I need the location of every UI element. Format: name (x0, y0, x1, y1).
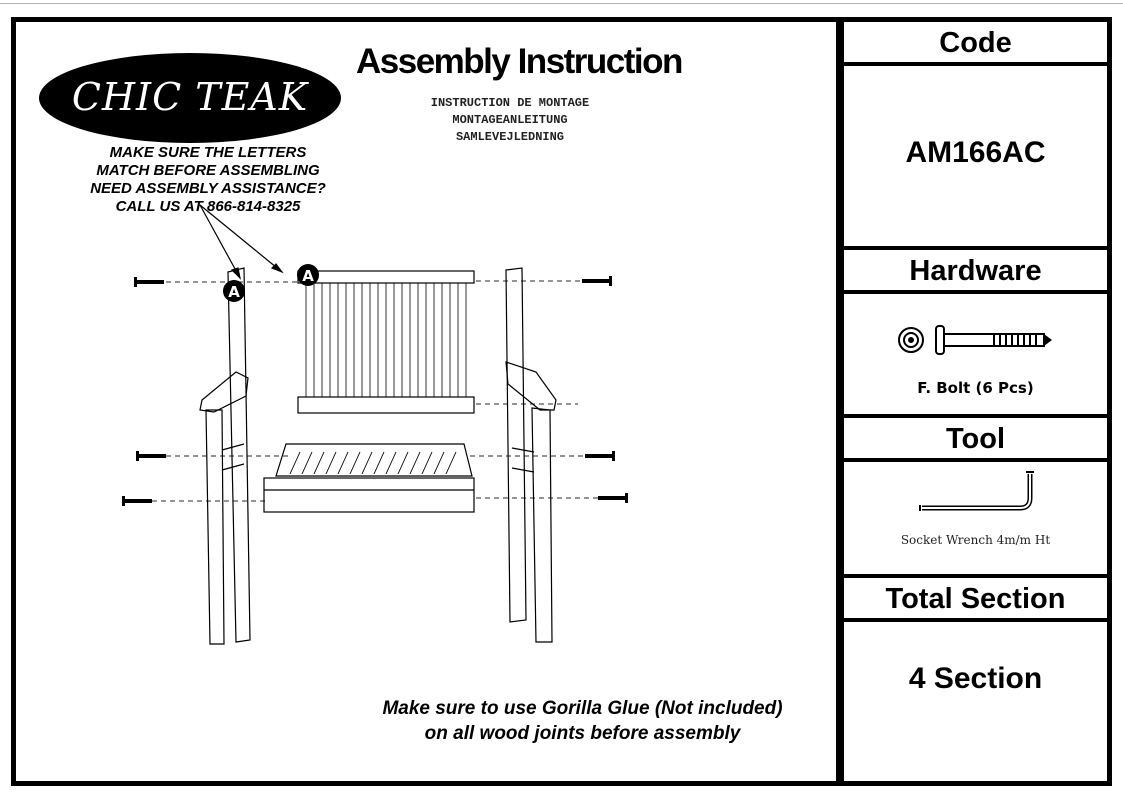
hardware-header: Hardware (909, 255, 1042, 287)
total-section-value: 4 Section (908, 662, 1043, 695)
hardware-cell (844, 294, 1107, 414)
product-code: AM166AC (905, 136, 1046, 169)
seat (264, 444, 474, 512)
bolt-washer-icon (844, 294, 1107, 364)
pointer-arrows (200, 205, 282, 278)
marker-a-label: A (228, 283, 240, 301)
glue-note-line1: Make sure to use Gorilla Glue (Not included) (382, 698, 783, 719)
notice-phone: CALL US AT 866-814-8325 (115, 198, 301, 215)
panel-divider (836, 17, 844, 786)
backrest (298, 271, 474, 413)
glue-note-line2: on all wood joints before assembly (424, 723, 741, 744)
tool-header-cell (844, 418, 1107, 460)
page-title: Assembly Instruction (356, 42, 682, 81)
hardware-header-cell (844, 250, 1107, 292)
tool-item: Socket Wrench 4m/m Ht (900, 533, 1051, 547)
subtitle-fr: INSTRUCTION DE MONTAGE (430, 96, 590, 110)
marker-a-label: A (302, 267, 314, 285)
right-side-frame (506, 268, 556, 642)
total-section-header: Total Section (885, 583, 1066, 615)
tool-cell (844, 462, 1107, 574)
marker-a-right (297, 264, 319, 286)
top-rule (0, 3, 1123, 4)
hardware-item: F. Bolt (6 Pcs) (917, 379, 1034, 397)
chair-exploded-diagram (100, 180, 660, 670)
code-value-cell (844, 66, 1107, 246)
hex-key-icon (844, 462, 1107, 520)
code-header-cell (844, 22, 1107, 64)
code-header: Code (939, 27, 1012, 59)
subtitle-dk: SAMLEVEJLEDNING (455, 130, 565, 144)
logo-text: CHIC TEAK (71, 75, 309, 119)
marker-a-left (223, 280, 245, 302)
total-header-cell (844, 578, 1107, 620)
total-value-cell (844, 622, 1107, 782)
tool-header: Tool (945, 423, 1006, 455)
subtitle-de: MONTAGEANLEITUNG (452, 113, 568, 127)
notice-line: NEED ASSEMBLY ASSISTANCE? (90, 180, 326, 197)
chic-teak-logo (38, 52, 342, 144)
notice-line: MAKE SURE THE LETTERS (109, 144, 307, 161)
notice-line: MATCH BEFORE ASSEMBLING (96, 162, 320, 179)
glue-note (340, 696, 825, 746)
